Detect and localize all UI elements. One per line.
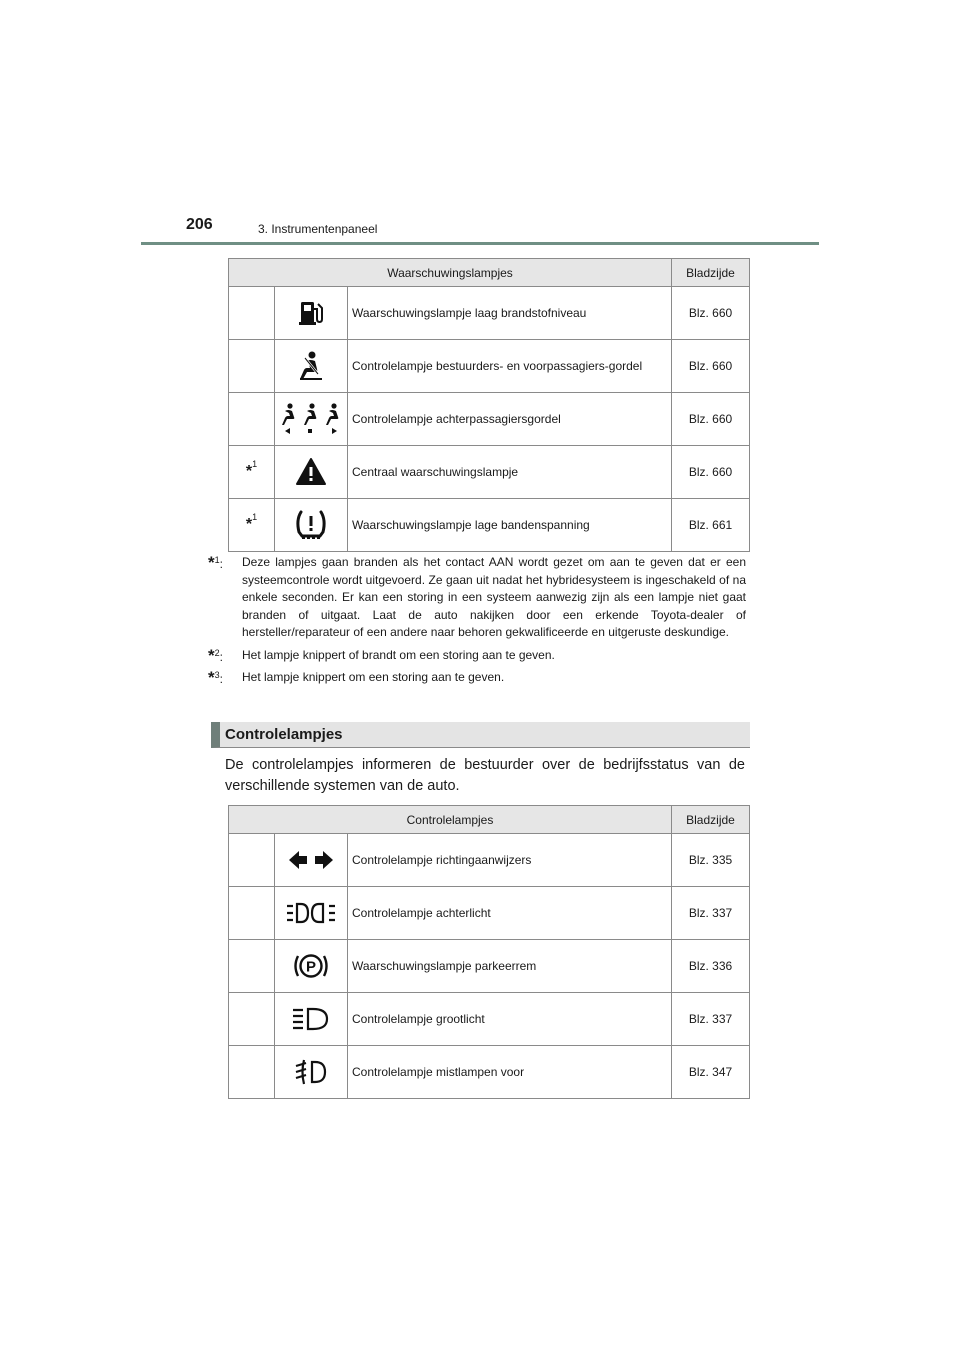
- page-reference: Blz. 660: [672, 446, 750, 499]
- note-cell: [229, 393, 275, 446]
- footnote-separator: :: [219, 672, 223, 686]
- column-header-page: Bladzijde: [672, 259, 750, 287]
- note-cell: [229, 940, 275, 993]
- table-row: [229, 993, 750, 1046]
- warning-lamps-table: [228, 258, 750, 552]
- tire-pressure-icon: [275, 499, 348, 552]
- footnote-separator: :: [219, 649, 223, 664]
- section-intro: De controlelampjes informeren de bestuurder over de bedrijfsstatus van de verschillende systemen van de auto.: [225, 757, 745, 794]
- table-row: [229, 446, 750, 499]
- turn-signal-icon: [275, 834, 348, 887]
- tail-light-icon: [275, 887, 348, 940]
- table-row: [229, 887, 750, 940]
- footnote-item: [208, 669, 746, 687]
- page-reference: Blz. 660: [672, 340, 750, 393]
- footnote-text: Het lampje knippert of brandt om een storing aan te geven.: [242, 647, 555, 662]
- lamp-description: Controlelampje bestuurders- en voorpassagiers-gordel: [348, 340, 672, 393]
- chapter-title: 3. Instrumentenpaneel: [258, 222, 378, 236]
- section-heading: [211, 722, 750, 748]
- table-row: [229, 287, 750, 340]
- page-reference: Blz. 336: [672, 940, 750, 993]
- header-rule: [141, 242, 819, 245]
- section-heading-text: Controlelampjes: [225, 726, 343, 743]
- footnote-number: 1: [252, 512, 258, 522]
- lamp-description: Waarschuwingslampje laag brandstofniveau: [348, 287, 672, 340]
- table-row: [229, 340, 750, 393]
- seatbelt-icon: [275, 340, 348, 393]
- fuel-pump-icon: [275, 287, 348, 340]
- table-row: [229, 940, 750, 993]
- note-cell: [229, 993, 275, 1046]
- table-row: [229, 1046, 750, 1099]
- note-cell: [229, 834, 275, 887]
- lamp-description: Controlelampje richtingaanwijzers: [348, 834, 672, 887]
- lamp-description: Controlelampje grootlicht: [348, 993, 672, 1046]
- footnote-item: [208, 647, 746, 665]
- page-reference: Blz. 335: [672, 834, 750, 887]
- column-header-page: Bladzijde: [672, 806, 750, 834]
- lamp-description: Waarschuwingslampje parkeerrem: [348, 940, 672, 993]
- footnote-star: *: [245, 516, 253, 533]
- lamp-description: Controlelampje achterpassagiersgordel: [348, 393, 672, 446]
- footnote-item: [208, 554, 746, 642]
- high-beam-icon: [275, 993, 348, 1046]
- master-warning-icon: [275, 446, 348, 499]
- table-header-row: [229, 259, 750, 287]
- page-reference: Blz. 661: [672, 499, 750, 552]
- footnote-number: 3: [214, 670, 220, 680]
- lamp-description: Centraal waarschuwingslampje: [348, 446, 672, 499]
- note-cell: [229, 1046, 275, 1099]
- footnote-star: *: [245, 463, 253, 480]
- front-fog-light-icon: [275, 1046, 348, 1099]
- lamp-description: Waarschuwingslampje lage bandenspanning: [348, 499, 672, 552]
- footnote-text: Deze lampjes gaan branden als het contact AAN wordt gezet om aan te geven dat er een systeemcontrole wordt uitgevoerd. Ze gaan uit nadat het hybridesysteem is ingeschakeld of na enkele seconden. Er kan een storing in een systeem aanwezig zijn als een lampje niet gaat branden of uitgaat. Laat de auto nakijken door een erkende Toyota-dealer of hersteller/reparateur of een andere naar behoren gekwalificeerde en uitgeruste deskundige.: [242, 555, 746, 639]
- svg-text:P: P: [305, 958, 317, 976]
- page-reference: Blz. 660: [672, 393, 750, 446]
- footnotes: [208, 554, 746, 692]
- page-reference: Blz. 660: [672, 287, 750, 340]
- footnote-star: *: [208, 668, 215, 687]
- footnote-separator: :: [219, 557, 223, 571]
- lamp-description: Controlelampje mistlampen voor: [348, 1046, 672, 1099]
- table-row: [229, 393, 750, 446]
- note-cell: [229, 499, 275, 552]
- column-header-indicator-lamps: Controlelampjes: [229, 806, 672, 834]
- column-header-warning-lamps: Waarschuwingslampjes: [229, 259, 672, 287]
- indicator-lamps-table: [228, 805, 750, 1099]
- footnote-number: 1: [252, 459, 258, 469]
- lamp-description: Controlelampje achterlicht: [348, 887, 672, 940]
- page-reference: Blz. 347: [672, 1046, 750, 1099]
- footnote-number: 2: [214, 647, 220, 658]
- page-number: 206: [186, 216, 213, 233]
- page-reference: Blz. 337: [672, 993, 750, 1046]
- note-cell: [229, 446, 275, 499]
- note-cell: [229, 887, 275, 940]
- footnote-star: *: [208, 553, 215, 572]
- footnote-star: *: [208, 645, 215, 665]
- footnote-text: Het lampje knippert om een storing aan te geven.: [242, 670, 505, 684]
- footnote-number: 1: [214, 555, 220, 565]
- page-reference: Blz. 337: [672, 887, 750, 940]
- note-cell: [229, 287, 275, 340]
- parking-brake-icon: [275, 940, 348, 993]
- note-cell: [229, 340, 275, 393]
- table-header-row: [229, 806, 750, 834]
- table-row: [229, 834, 750, 887]
- rear-seatbelt-icon: [275, 393, 348, 446]
- table-row: [229, 499, 750, 552]
